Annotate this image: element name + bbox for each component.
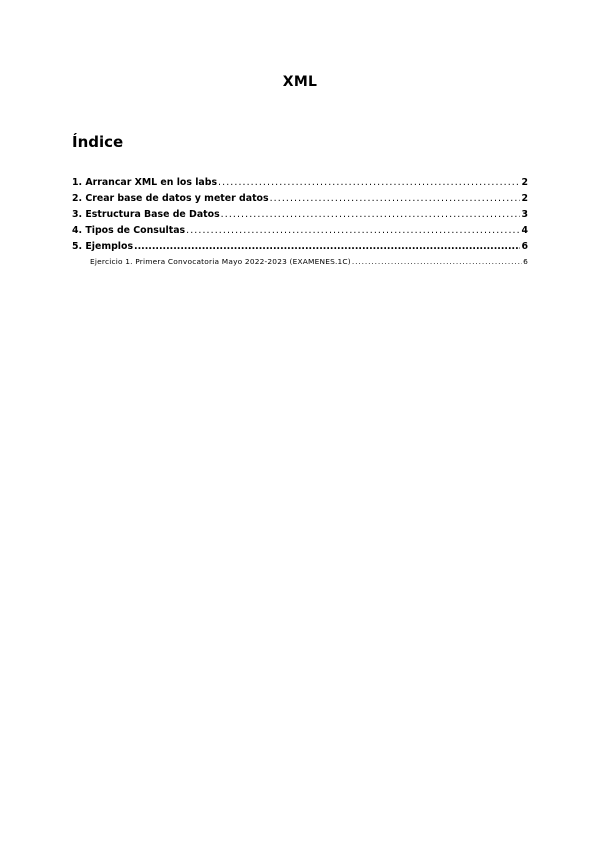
toc-entry-ejemplos[interactable]	[72, 239, 528, 255]
document-title: XML	[282, 74, 318, 90]
toc-subentry-label: Ejercicio 1. Primera Convocatoria Mayo 2022-2023 (EXAMENES.1C)	[90, 257, 351, 266]
toc-dot-leader	[221, 207, 521, 223]
toc-dot-leader	[218, 175, 520, 191]
toc-entry-page: 2	[521, 177, 528, 188]
toc-dot-leader	[352, 255, 522, 268]
toc-entry-page: 3	[521, 209, 528, 220]
toc-entry-label: 4. Tipos de Consultas	[72, 225, 186, 236]
toc-dot-leader	[186, 223, 520, 239]
table-of-contents	[72, 175, 528, 268]
toc-entry-label: 1. Arrancar XML en los labs	[72, 177, 218, 188]
toc-entry-label: 5. Ejemplos	[72, 241, 134, 252]
toc-entry-label: 3. Estructura Base de Datos	[72, 209, 220, 220]
toc-entry-estructura-base-datos[interactable]	[72, 207, 528, 223]
toc-entry-label: 2. Crear base de datos y meter datos	[72, 193, 269, 204]
toc-entry-crear-base-datos[interactable]	[72, 191, 528, 207]
toc-entry-page: 6	[521, 241, 528, 252]
toc-dot-leader	[270, 191, 521, 207]
toc-dot-leader	[134, 239, 520, 255]
toc-entry-tipos-consultas[interactable]	[72, 223, 528, 239]
toc-heading: Índice	[72, 133, 124, 151]
toc-entry-arrancar-xml[interactable]	[72, 175, 528, 191]
toc-entry-page: 2	[521, 193, 528, 204]
toc-subentry-page: 6	[523, 257, 528, 266]
toc-entry-page: 4	[521, 225, 528, 236]
toc-subentry-ejercicio-1[interactable]	[72, 255, 528, 268]
